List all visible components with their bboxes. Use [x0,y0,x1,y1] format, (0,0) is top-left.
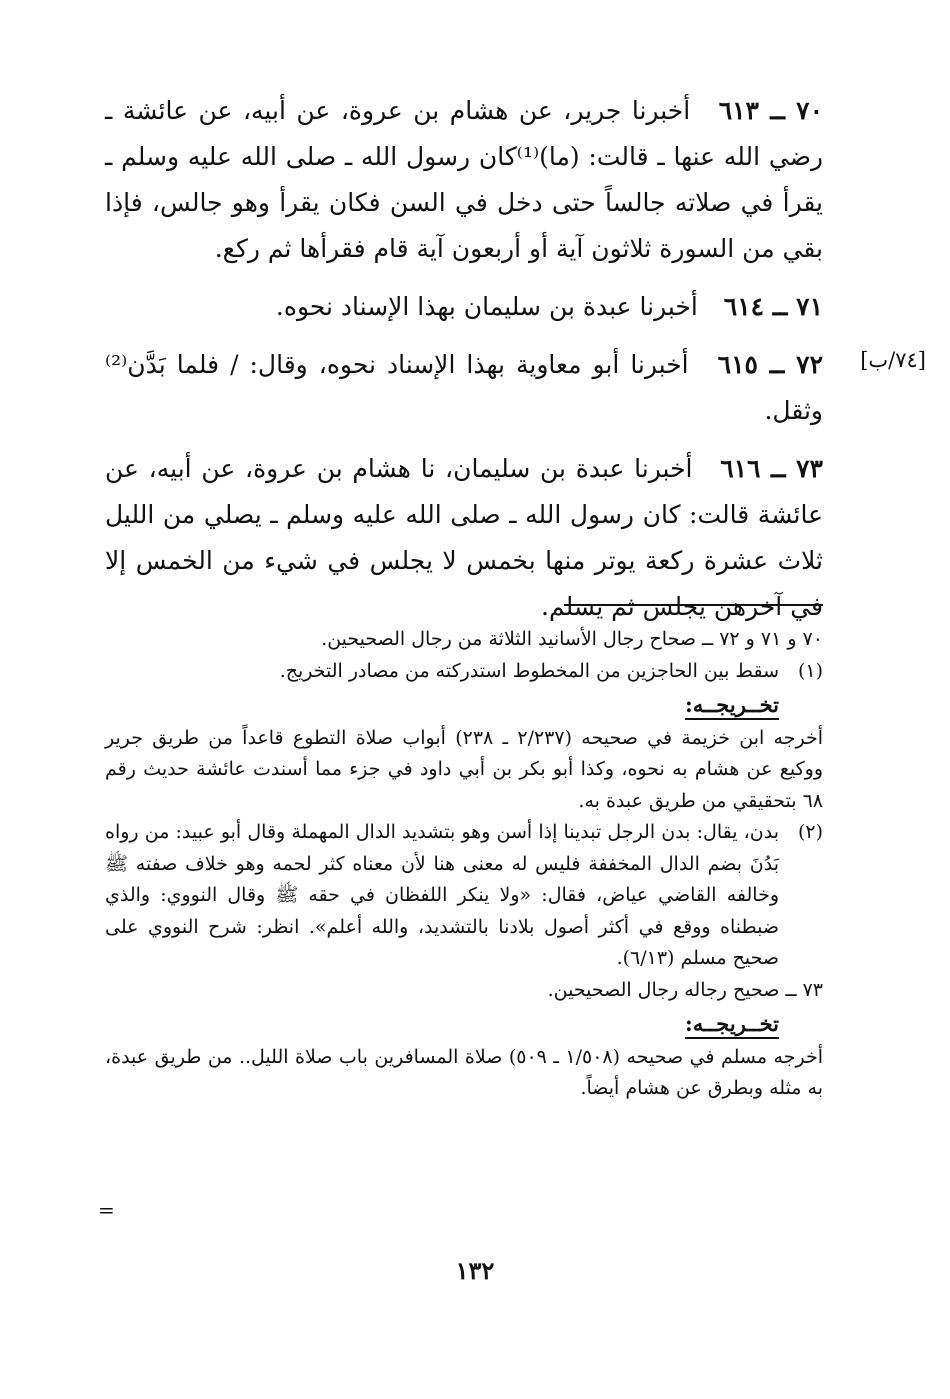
hadith-614 [105,284,823,330]
footnote-marker: (٢) [797,821,823,843]
footnote-1 [105,656,823,688]
footnote-marker: (١) [797,659,823,682]
footnote-text: بدن، يقال: بدن الرجل تبدينا إذا أسن وهو بتشديد الدال المهملة وقال أبو عبيد: من رواه بَدُنَ بضم الدال المخففة فليس له معنى هنا لأن معناه كثر لحمه وهو خلاف صفته ﷺ وخالفه القاضي عياض، فقال: «ولا ينكر اللفظان في حقه ﷺ وقال النووي: والذي ضبطناه ووقع في أكثر أصول بلادنا بالتشديد، والله أعلم». انظر: شرح النووي على صحيح مسلم (٦/١٣). [105,821,779,969]
hadith-number: ٧٢ ــ ٦١٥ [717,350,824,379]
page-number: ١٣٢ [455,1256,495,1285]
footnote-separator [564,604,823,606]
hadith-text: أخبرنا جرير، عن هشام بن عروة، عن أبيه، عن عائشة ـ رضي الله عنها ـ قالت: (ما)⁽¹⁾كان رسول الله ـ صلى الله عليه وسلم ـ يقرأ في صلاته جالساً حتى دخل في السن فكان يقرأ وهو جالس، فإذا بقي من السورة ثلاثون آية أو أربعون آية قام فقرأها ثم ركع. [105,96,823,263]
hadith-613 [105,88,823,272]
hadith-text: أخبرنا أبو معاوية بهذا الإسناد نحوه، وقال: / فلما بَدَّن⁽²⁾ وثقل. [105,350,823,425]
hadith-number: ٧٠ ــ ٦١٣ [718,96,824,125]
takhrij-heading: تخــريجــه: [684,692,779,717]
hadith-text: أخبرنا عبدة بن سليمان، نا هشام بن عروة، عن أبيه، عن عائشة قالت: كان رسول الله ـ صلى الله عليه وسلم ـ يصلي من الليل ثلاث عشرة ركعة يوتر منها بخمس لا يجلس في شيء من الخمس إلا في آخرهن يجلس ثم يسلم. [105,454,823,621]
footnotes-block [105,624,823,1105]
manuscript-folio-ref: [٧٤/ب] [860,348,926,372]
takhrij-text: أخرجه مسلم في صحيحه (١/٥٠٨ ـ ٥٠٩) صلاة المسافرين باب صلاة الليل.. من طريق عبدة، به مثله وبطرق عن هشام أيضاً. [105,1045,823,1099]
hadith-number: ٧٣ ــ ٦١٦ [720,454,823,483]
takhrij-text: أخرجه ابن خزيمة في صحيحه (٢/٢٣٧ ـ ٢٣٨) أبواب صلاة التطوع قاعداً من طريق جرير ووكيع عن هشام به نحوه، وكذا أبو بكر بن أبي داود في جزء مما أسندت عائشة حديث رقم ٦٨ بتحقيقي من طريق عبدة به. [105,726,823,812]
footnote-2 [105,817,823,975]
hadith-615 [105,342,823,434]
hadith-616 [105,446,823,630]
hadith-text-block [105,88,823,642]
footnote-text: سقط بين الحاجزين من المخطوط استدركته من مصادر التخريج. [279,659,779,682]
continuation-mark: = [98,1198,115,1222]
note-70-72: ٧٠ و ٧١ و ٧٢ ــ صحاح رجال الأسانيد الثلاثة من رجال الصحيحين. [321,628,823,650]
hadith-number: ٧١ ــ ٦١٤ [723,292,823,321]
note-73: ٧٣ ــ صحيح رجاله رجال الصحيحين. [547,978,823,1001]
takhrij-heading: تخــريجــه: [684,1011,779,1036]
hadith-text: أخبرنا عبدة بن سليمان بهذا الإسناد نحوه. [275,292,698,321]
